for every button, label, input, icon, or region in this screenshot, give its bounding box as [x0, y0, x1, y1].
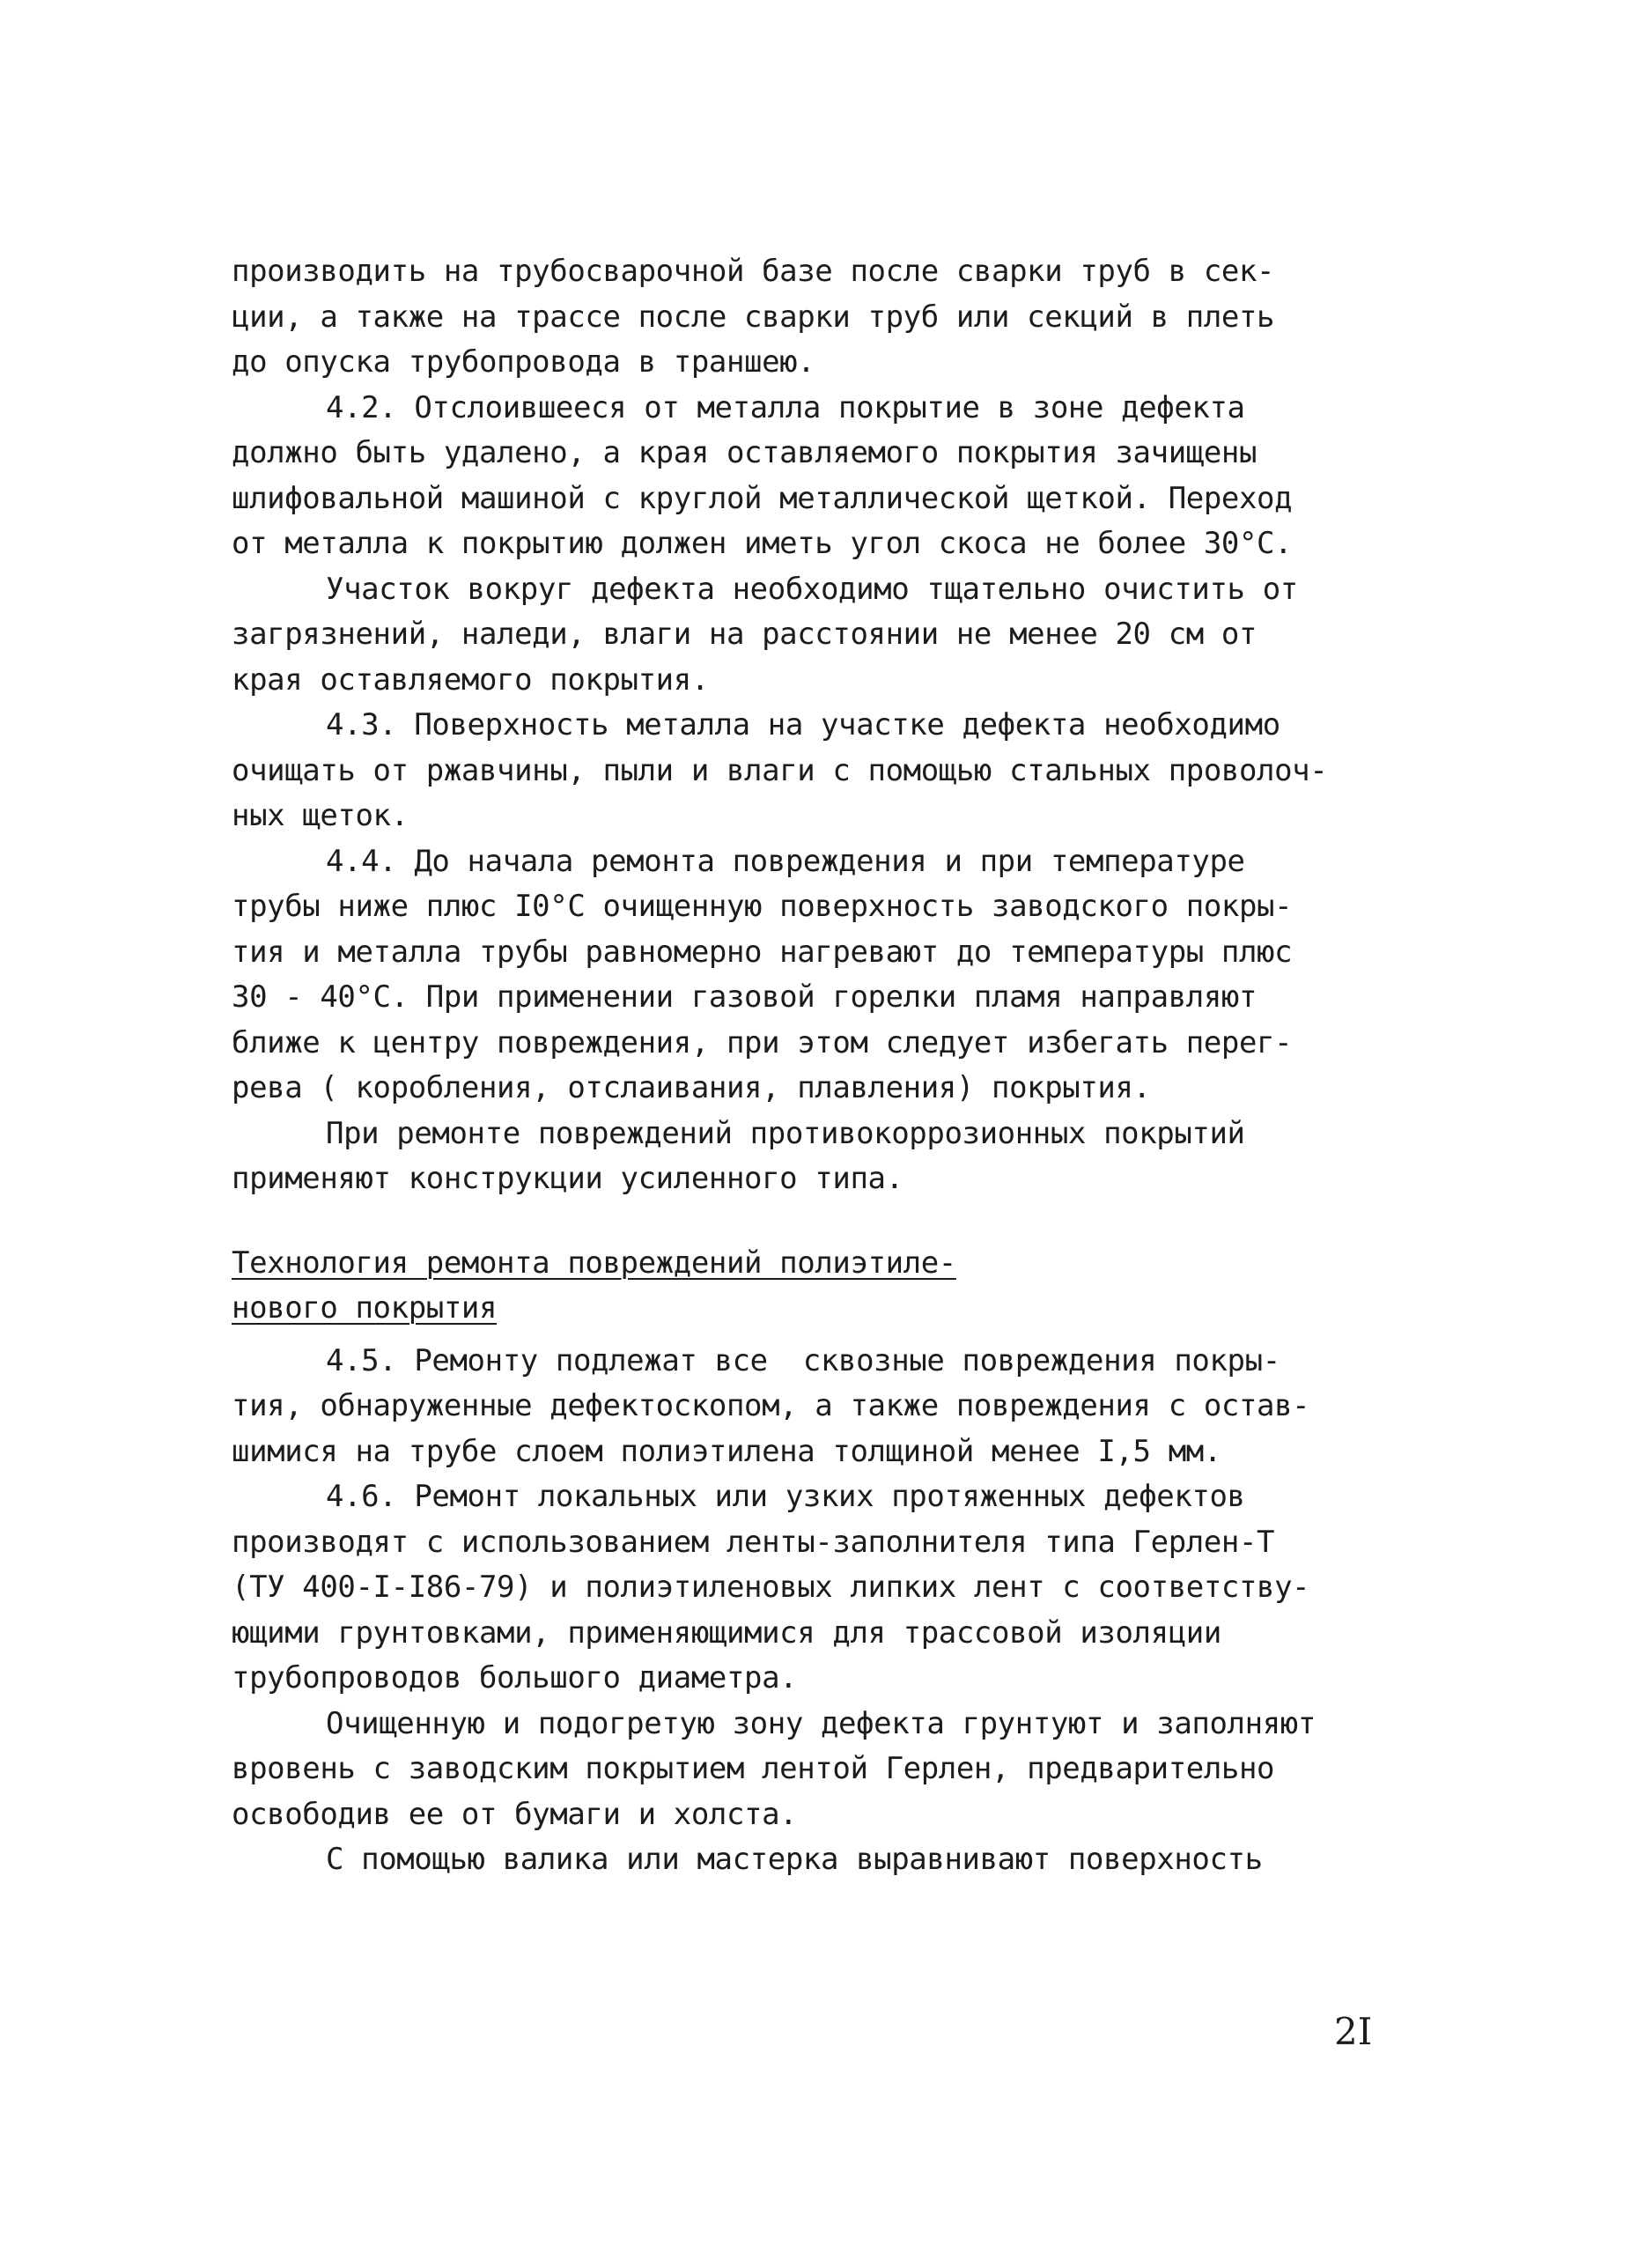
text-line: рева ( коробления, отслаивания, плавления) покрытия.: [232, 1070, 1151, 1105]
text-line: 30 - 40°С. При применении газовой горелки пламя направляют: [232, 979, 1257, 1015]
section-heading: [232, 1241, 1394, 1287]
text-line: очищать от ржавчины, пыли и влаги с помощью стальных проволоч-: [232, 752, 1328, 788]
text-line: тия и металла трубы равномерно нагревают до температуры плюс: [232, 934, 1293, 970]
paragraph-first-line: Участок вокруг дефекта необходимо тщательно очистить от: [326, 571, 1298, 607]
text-line: ных щеток.: [232, 798, 409, 833]
text-line: тия, обнаруженные дефектоскопом, а также повреждения с остав-: [232, 1388, 1310, 1423]
text-line: от металла к покрытию должен иметь угол скоса не более 30°С.: [232, 526, 1293, 561]
text-line: (ТУ 400-I-I86-79) и полиэтиленовых липких лент с соответству-: [232, 1570, 1310, 1605]
text-line: загрязнений, наледи, влаги на расстоянии не менее 20 см от: [232, 617, 1257, 652]
paragraph-first-line: С помощью валика или мастерка выравнивают поверхность: [326, 1842, 1263, 1877]
text-line: шлифовальной машиной с круглой металлической щеткой. Переход: [232, 480, 1293, 516]
text-line: производят с использованием ленты-заполнителя типа Герлен-Т: [232, 1524, 1275, 1560]
text-line: производить на трубосварочной базе после сварки труб в сек-: [232, 254, 1275, 289]
text-line: освободив ее от бумаги и холста.: [232, 1796, 798, 1832]
text-line: трубы ниже плюс I0°С очищенную поверхность заводского покры-: [232, 889, 1293, 924]
body-text: [232, 249, 1394, 1883]
text-line: шимися на трубе слоем полиэтилена толщиной менее I,5 мм.: [232, 1433, 1221, 1469]
text-line: должно быть удалено, а края оставляемого покрытия зачищены: [232, 435, 1257, 470]
paragraph-first-line: Очищенную и подогретую зону дефекта грунтуют и заполняют: [326, 1705, 1316, 1741]
page-number: 2I: [1334, 2010, 1373, 2053]
paragraph-4-4-first-line: 4.4. До начала ремонта повреждения и при температуре: [326, 843, 1245, 879]
text-line: ющими грунтовками, применяющимися для трассовой изоляции: [232, 1614, 1221, 1651]
text-line: трубопроводов большого диаметра.: [232, 1660, 798, 1695]
text-line: до опуска трубопровода в траншею.: [232, 344, 815, 380]
section-heading-line-1: Технология ремонта повреждений полиэтиле-: [232, 1245, 956, 1281]
section-heading: [232, 1286, 1394, 1332]
text-line: ближе к центру повреждения, при этом следует избегать перег-: [232, 1024, 1293, 1060]
text-line: применяют конструкции усиленного типа.: [232, 1161, 903, 1196]
section-spacer: [232, 1332, 1394, 1339]
text-line: ции, а также на трассе после сварки труб или секций в плеть: [232, 299, 1275, 335]
text-line: края оставляемого покрытия.: [232, 661, 709, 698]
paragraph-4-3-first-line: 4.3. Поверхность металла на участке дефекта необходимо: [326, 707, 1280, 742]
paragraph-4-2-first-line: 4.2. Отслоившееся от металла покрытие в зоне дефекта: [326, 389, 1245, 425]
text-line: вровень с заводским покрытием лентой Герлен, предварительно: [232, 1751, 1275, 1786]
paragraph-4-5-first-line: 4.5. Ремонту подлежат все сквозные повреждения покры-: [326, 1342, 1280, 1378]
paragraph-first-line: При ремонте повреждений противокоррозионных покрытий: [326, 1115, 1245, 1151]
section-heading-line-2: нового покрытия: [232, 1290, 498, 1326]
section-spacer: [232, 1202, 1394, 1241]
paragraph-4-6-first-line: 4.6. Ремонт локальных или узких протяженных дефектов: [326, 1479, 1245, 1514]
